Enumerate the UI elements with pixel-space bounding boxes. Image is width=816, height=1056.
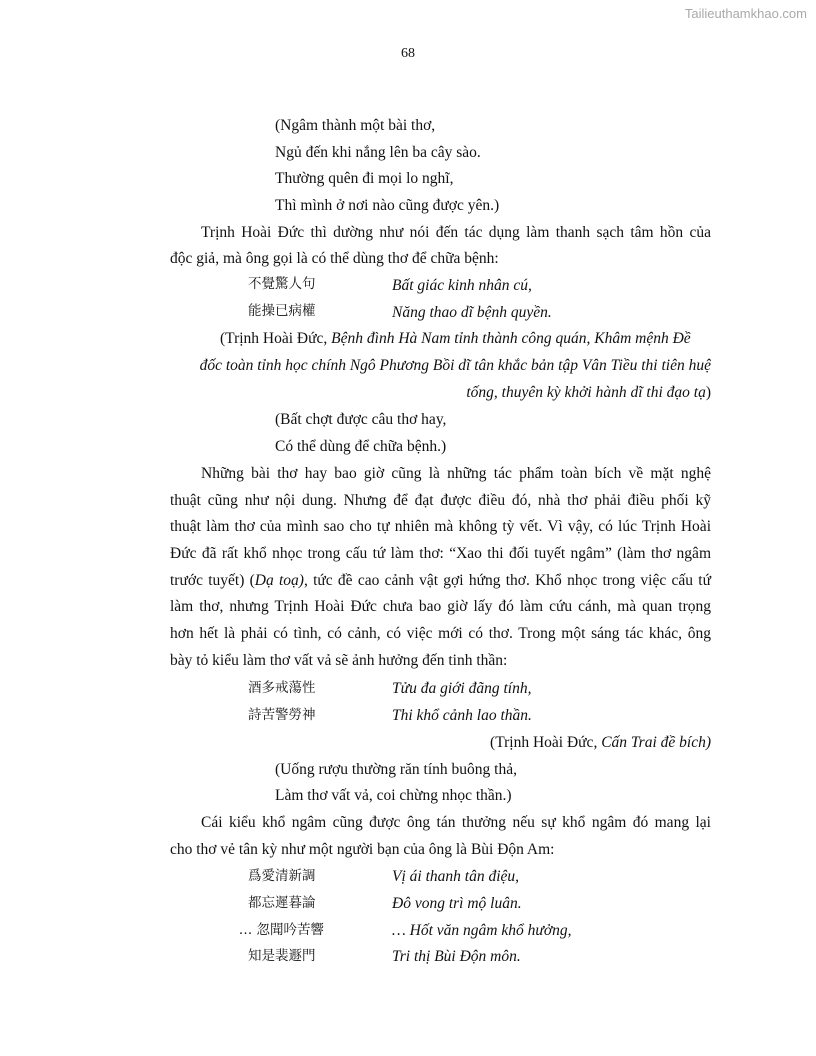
citation-author: (Trịnh Hoài Đức, <box>220 330 332 347</box>
transliteration-line: Tửu đa giới đãng tính, <box>392 680 532 697</box>
verse-line: Làm thơ vất vả, coi chừng nhọc thần.) <box>275 787 512 804</box>
citation-title: Cấn Trai đề bích) <box>601 734 711 751</box>
verse-line: Có thể dùng để chữa bệnh.) <box>275 438 447 455</box>
han-verse: 知是裴遯門 <box>248 948 316 964</box>
transliteration-line: … Hốt văn ngâm khổ hưởng, <box>392 922 572 939</box>
transliteration-line: Thi khổ cảnh lao thần. <box>392 707 532 724</box>
han-verse: 不覺驚人句 <box>248 276 316 292</box>
paragraph-line: bày tỏ kiểu làm thơ vất vả sẽ ảnh hưởng đến tinh thần: <box>170 652 508 669</box>
paragraph-line: làm thơ, nhưng Trịnh Hoài Đức chưa bao giờ lấy đó làm cứu cánh, mà quan trọng <box>170 598 711 615</box>
han-verse: 能操已病權 <box>248 303 316 319</box>
citation-line <box>400 733 711 753</box>
paragraph-line <box>170 571 711 591</box>
han-verse: 詩苦警勞神 <box>248 707 316 723</box>
text-span: trước tuyết) ( <box>170 572 255 589</box>
citation-title: tống, thuyên kỳ khởi hành dĩ thi đạo tạ <box>466 384 706 401</box>
verse-line: (Uống rượu thường răn tính buông thả, <box>275 761 517 778</box>
paragraph-line: hơn hết là phải có tình, có cảnh, có việc mới có thơ. Trong một sáng tác khác, ông <box>170 625 711 642</box>
page-number: 68 <box>401 46 415 61</box>
paragraph-line: Trịnh Hoài Đức thì dường như nói đến tác dụng làm thanh sạch tâm hồn của <box>201 224 711 241</box>
work-title: Dạ toạ) <box>254 572 304 589</box>
transliteration-line: Vị ái thanh tân điệu, <box>392 868 520 885</box>
transliteration-line: Tri thị Bùi Độn môn. <box>392 948 521 965</box>
citation-line <box>220 329 691 349</box>
verse-line: (Ngâm thành một bài thơ, <box>275 117 436 134</box>
verse-line: Ngủ đến khi nắng lên ba cây sào. <box>275 144 481 161</box>
han-verse: 都忘遲暮論 <box>248 895 316 911</box>
transliteration-line: Đô vong trì mộ luân. <box>392 895 522 912</box>
verse-line: Thì mình ở nơi nào cũng được yên.) <box>275 197 500 214</box>
paragraph-line: Những bài thơ hay bao giờ cũng là những tác phẩm toàn bích về mặt nghệ <box>201 465 711 482</box>
citation-title: Bệnh đình Hà Nam tỉnh thành công quán, Khâm mệnh Đề <box>331 330 691 347</box>
watermark: Tailieuthamkhao.com <box>684 6 807 21</box>
transliteration-line: Bất giác kinh nhân cú, <box>392 277 532 294</box>
citation-close: ) <box>705 384 711 401</box>
paragraph-line: độc giả, mà ông gọi là có thể dùng thơ để chữa bệnh: <box>170 250 499 267</box>
transliteration-line: Năng thao dĩ bệnh quyền. <box>392 304 552 321</box>
han-verse: 酒多戒蕩性 <box>248 680 316 696</box>
text-span: , tức đề cao cảnh vật gợi hứng thơ. Khổ nhọc trong việc cấu tứ <box>303 572 711 589</box>
citation-author: (Trịnh Hoài Đức, <box>490 734 602 751</box>
citation-line <box>300 383 711 403</box>
paragraph-line: Cái kiểu khổ ngâm cũng được ông tán thưởng nếu sự khổ ngâm đó mang lại <box>201 814 711 831</box>
citation-line: đốc toàn tỉnh học chính Ngô Phương Bồi dĩ tân khắc bản tập Vân Tiều thi tiên huệ <box>199 357 711 374</box>
verse-line: (Bất chợt được câu thơ hay, <box>275 411 447 428</box>
paragraph-line: thuật cũng như nội dung. Nhưng để đạt được điều đó, nhà thơ phải điều phối kỹ <box>170 492 711 509</box>
han-verse: 爲愛清新調 <box>248 868 316 884</box>
paragraph-line: Đức đã rất khổ nhọc trong cấu tứ làm thơ: “Xao thi đối tuyết ngâm” (làm thơ ngâm <box>170 545 711 562</box>
han-verse: … 忽聞吟苦響 <box>238 922 324 938</box>
paragraph-line: thuật làm thơ của mình sao cho tự nhiên mà không tỳ vết. Vì vậy, có lúc Trịnh Hoài <box>170 518 711 535</box>
verse-line: Thường quên đi mọi lo nghĩ, <box>275 170 454 187</box>
paragraph-line: cho thơ vẻ tân kỳ như một người bạn của ông là Bùi Độn Am: <box>170 841 555 858</box>
